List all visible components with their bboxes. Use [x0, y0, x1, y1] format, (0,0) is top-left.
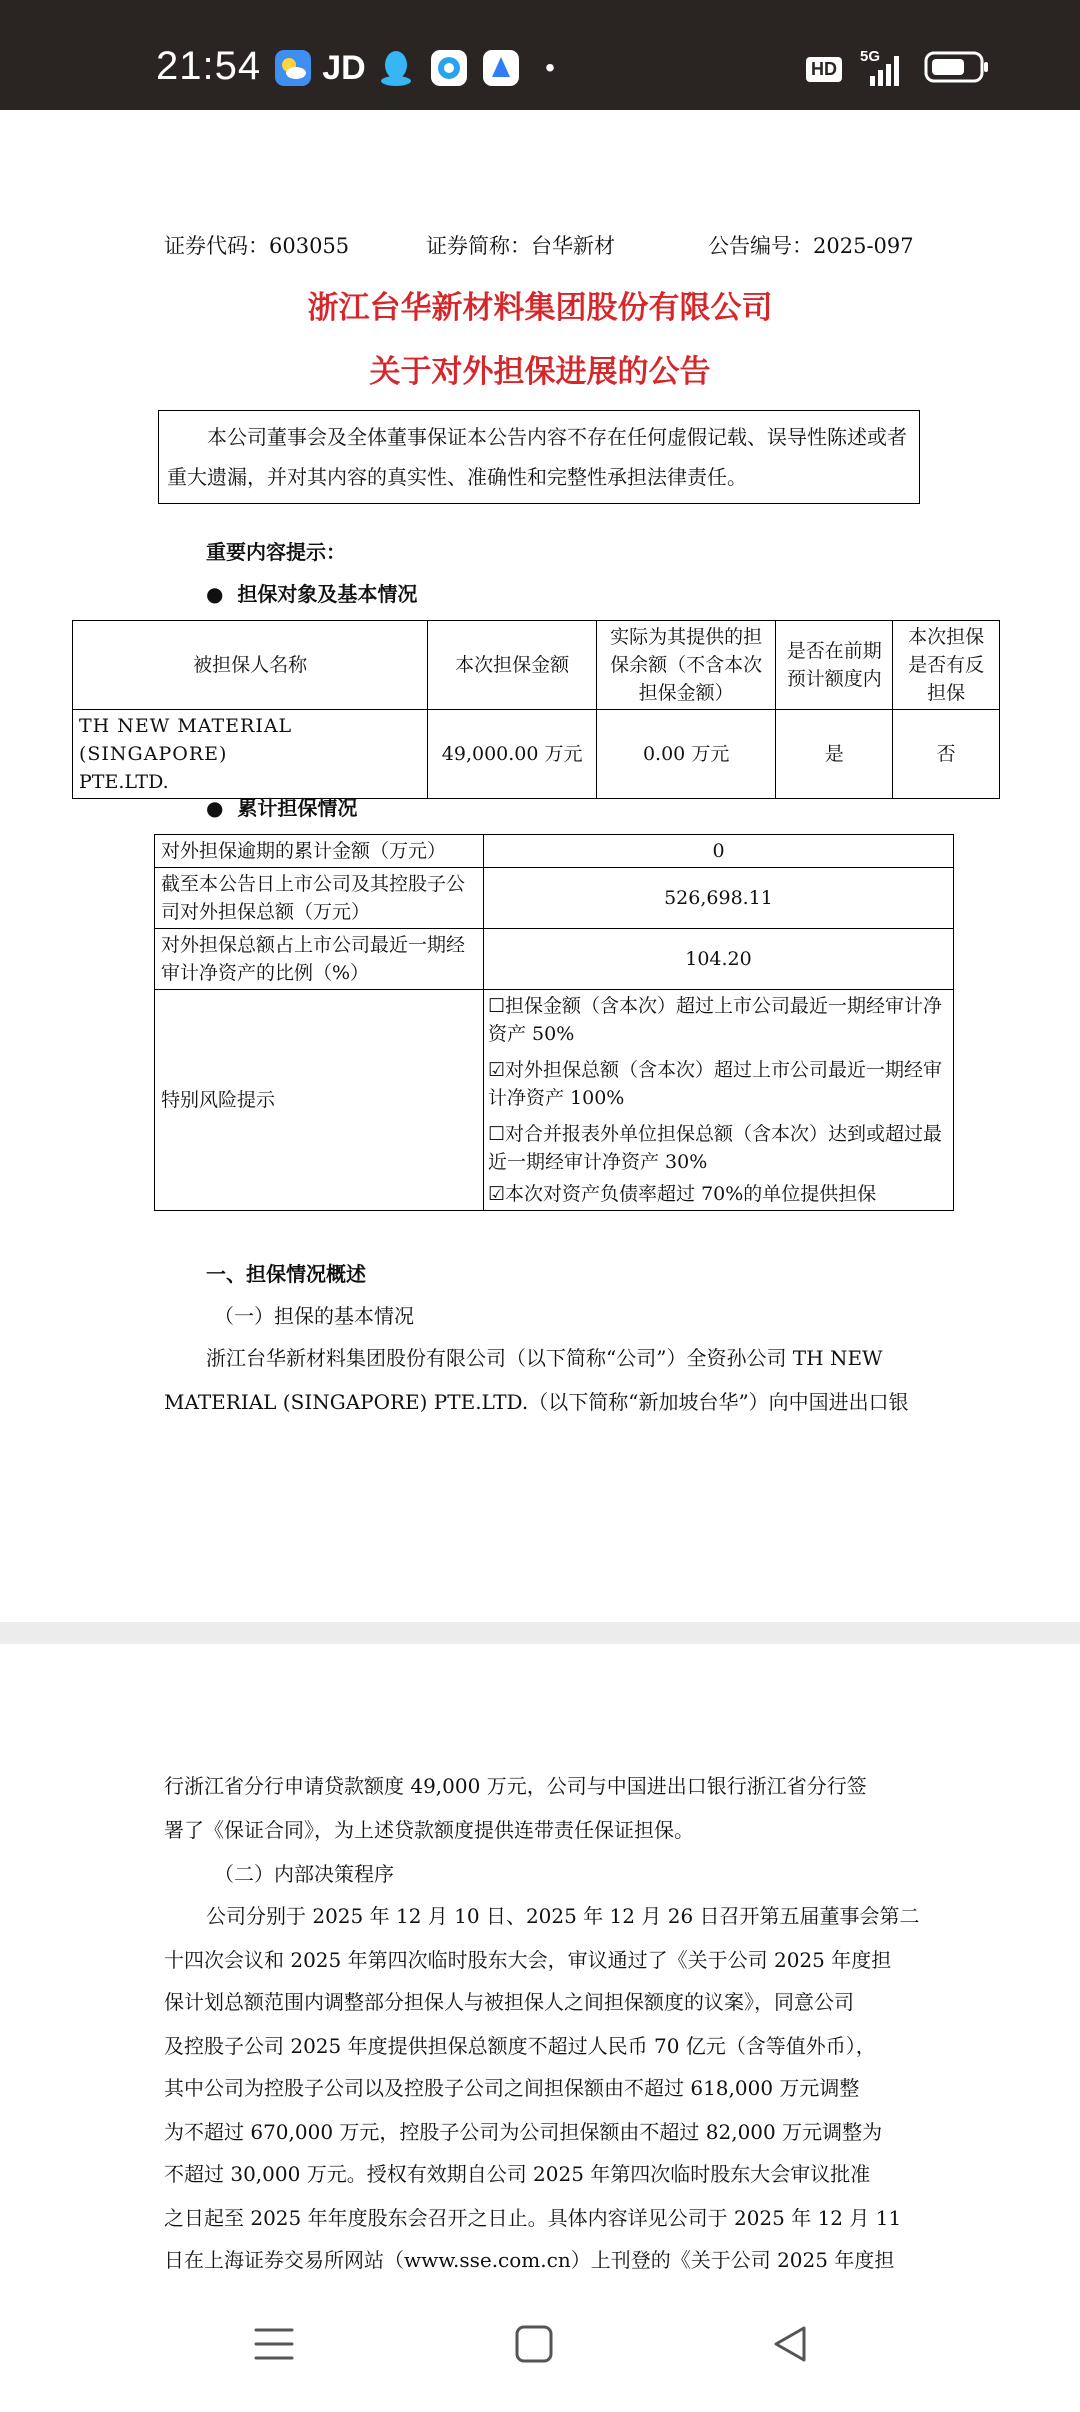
battery-icon: [924, 50, 990, 89]
document-page-2: [0, 1644, 1080, 2284]
r3-label: 对外担保总额占上市公司最近一期经审计净资产的比例（%）: [155, 929, 484, 990]
board-notice-text: 本公司董事会及全体董事保证本公告内容不存在任何虚假记载、误导性陈述或者重大遗漏，并对其内容的真实性、准确性和完整性承担法律责任。: [167, 425, 907, 489]
notice-number: 公告编号：2025-097: [708, 234, 914, 258]
cell-amount: 49,000.00 万元: [428, 710, 597, 799]
p2-line-3: （二）内部决策程序: [214, 1862, 394, 1886]
cell-guaranteed-name: [73, 710, 428, 799]
risk-item-3: ☐对合并报表外单位担保总额（含本次）达到或超过最近一期经审计净资产 30%: [488, 1123, 943, 1173]
announcement-title: 关于对外担保进展的公告: [369, 354, 711, 390]
cell-balance: 0.00 万元: [597, 710, 776, 799]
page-gap: [0, 1622, 1080, 1644]
section1-p1-line2: MATERIAL (SINGAPORE) PTE.LTD.（以下简称“新加坡台华”）向中国进出口银: [164, 1390, 909, 1414]
risk-item-2: ☑对外担保总额（含本次）超过上市公司最近一期经审计净资产 100%: [488, 1059, 943, 1109]
section1-heading: 一、担保情况概述: [206, 1262, 366, 1286]
section1-p1-line1: 浙江台华新材料集团股份有限公司（以下简称“公司”）全资孙公司 TH NEW: [206, 1346, 883, 1370]
p2-line-4: 公司分别于 2025 年 12 月 10 日、2025 年 12 月 26 日召开第五届董事会第二: [206, 1904, 920, 1928]
stock-code: 证券代码：603055: [164, 234, 350, 258]
company-title: 浙江台华新材料集团股份有限公司: [307, 290, 773, 326]
r2-label: 截至本公告日上市公司及其控股子公司对外担保总额（万元）: [155, 868, 484, 929]
th-amount: 本次担保金额: [428, 621, 597, 710]
section1-sub1: （一）担保的基本情况: [214, 1304, 414, 1328]
p2-line-2: 署了《保证合同》，为上述贷款额度提供连带责任保证担保。: [164, 1818, 694, 1842]
weather-icon: [274, 48, 312, 88]
app-icon: [482, 48, 520, 88]
status-right: [806, 47, 990, 89]
th-guaranteed-name: 被担保人名称: [73, 621, 428, 710]
bullet2-label: 累计担保情况: [237, 796, 358, 820]
th-balance: 实际为其提供的担保余额（不含本次担保金额）: [597, 621, 776, 710]
qq-icon: [378, 48, 414, 88]
risk-item-4: ☑本次对资产负债率超过 70%的单位提供担保: [488, 1183, 877, 1205]
risk-list: [484, 990, 954, 1211]
guaranteed-name-line1: TH NEW MATERIAL (SINGAPORE): [79, 715, 293, 765]
p2-line-5: 十四次会议和 2025 年第四次临时股东大会，审议通过了《关于公司 2025 年度担: [164, 1948, 892, 1972]
p2-line-10: 不超过 30,000 万元。授权有效期自公司 2025 年第四次临时股东大会审议批准: [164, 2162, 871, 2186]
back-icon[interactable]: [770, 2324, 810, 2368]
stock-short-name: 证券简称：台华新材: [426, 234, 615, 258]
status-time: 21:54: [156, 44, 262, 88]
navigation-bar: [0, 2284, 1080, 2412]
p2-line-11: 之日起至 2025 年年度股东会召开之日止。具体内容详见公司于 2025 年 12 月 11: [164, 2206, 902, 2230]
bullet-guarantee-object: ● 担保对象及基本情况: [206, 582, 418, 606]
p2-line-12: 日在上海证券交易所网站（www.sse.com.cn）上刊登的《关于公司 2025 年度担: [164, 2248, 895, 2272]
cell-counter-guarantee: 否: [893, 710, 1000, 799]
notification-dot: •: [545, 52, 555, 83]
hd-badge: HD: [806, 57, 842, 82]
browser-icon: [430, 48, 468, 88]
bullet-cumulative: ● 累计担保情况: [206, 796, 358, 820]
jd-icon: JD: [322, 48, 366, 87]
p2-line-1: 行浙江省分行申请贷款额度 49,000 万元，公司与中国进出口银行浙江省分行签: [164, 1774, 867, 1798]
bullet1-label: 担保对象及基本情况: [237, 582, 418, 606]
network-label: 5G: [860, 47, 881, 65]
cell-in-quota: 是: [776, 710, 893, 799]
cumulative-table: [154, 834, 954, 1211]
highlights-heading: 重要内容提示：: [206, 540, 346, 564]
r4-label: 特别风险提示: [155, 990, 484, 1211]
guarantee-object-table: [72, 620, 1000, 799]
status-bar: [0, 0, 1080, 110]
th-in-quota: 是否在前期预计额度内: [776, 621, 893, 710]
p2-line-9: 为不超过 670,000 万元，控股子公司为公司担保额由不超过 82,000 万元调整为: [164, 2120, 883, 2144]
signal-icon: [860, 47, 906, 88]
r1-value: 0: [484, 835, 954, 868]
p2-line-7: 及控股子公司 2025 年度提供担保总额度不超过人民币 70 亿元（含等值外币），: [164, 2034, 876, 2058]
r2-value: 526,698.11: [484, 868, 954, 929]
guaranteed-name-line2: PTE.LTD.: [79, 771, 169, 793]
th-counter-guarantee: 本次担保是否有反担保: [893, 621, 1000, 710]
home-icon[interactable]: [514, 2324, 554, 2368]
p2-line-6: 保计划总额范围内调整部分担保人与被担保人之间担保额度的议案》，同意公司: [164, 1990, 854, 2014]
r1-label: 对外担保逾期的累计金额（万元）: [155, 835, 484, 868]
board-notice: [158, 410, 920, 504]
menu-icon[interactable]: [254, 2324, 294, 2368]
risk-item-1: ☐担保金额（含本次）超过上市公司最近一期经审计净资产 50%: [488, 995, 943, 1045]
p2-line-8: 其中公司为控股子公司以及控股子公司之间担保额由不超过 618,000 万元调整: [164, 2076, 860, 2100]
r3-value: 104.20: [484, 929, 954, 990]
